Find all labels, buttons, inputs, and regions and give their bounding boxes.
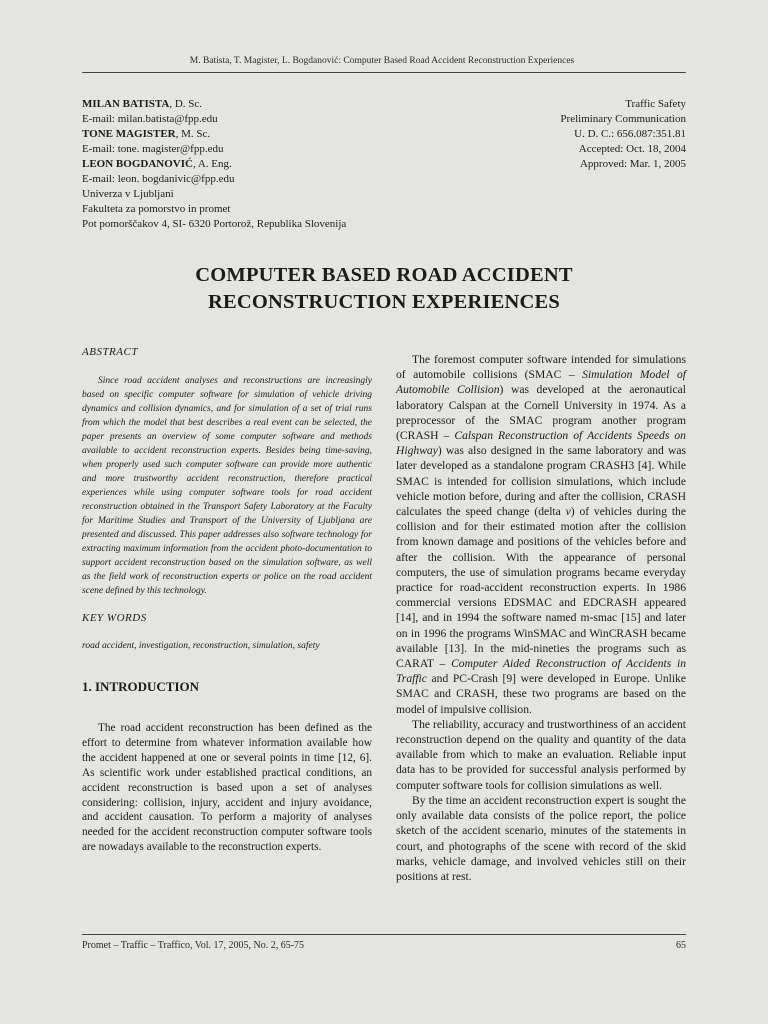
text-run-italic: Calspan Reconstruction of Accidents Speeds on Highway xyxy=(396,429,686,458)
header-rule xyxy=(82,72,686,73)
field-label: Traffic Safety xyxy=(625,98,686,110)
intro-paragraph: The road accident reconstruction has been defined as the effort to determine from whatever information available how the accident happened at one or several points in time [12, 6]. As scientific work under established practical conditions, an accident reconstruction is based upon a set of analyses considering: collision, injury, accident and injury avoidance, and accident causation. To perform a majority of analyses needed for the accident reconstruction computer software tools are nowadays available to the reconstruction experts. xyxy=(82,722,372,854)
author-block xyxy=(82,97,402,232)
author-email: E-mail: tone. magister@fpp.edu xyxy=(82,143,224,155)
author-3 xyxy=(82,157,402,172)
classification-block xyxy=(426,97,686,172)
author-email: E-mail: milan.batista@fpp.edu xyxy=(82,113,218,125)
author-1 xyxy=(82,97,402,112)
author-degree: , M. Sc. xyxy=(175,128,211,140)
text-run: ) was developed at the aeronautical laboratory Calspan at the Cornell University in 1974. As a preprocessor of the SMAC program another program (CRASH – xyxy=(396,383,687,443)
affiliation-faculty: Fakulteta za pomorstvo in promet xyxy=(82,203,231,215)
author-degree: , A. Eng. xyxy=(192,158,232,170)
author-2 xyxy=(82,127,402,142)
affiliation-university: Univerza v Ljubljani xyxy=(82,188,174,200)
footer-rule xyxy=(82,934,686,935)
accepted-date: Accepted: Oct. 18, 2004 xyxy=(578,143,686,155)
author-name: TONE MAGISTER xyxy=(82,128,176,140)
abstract-text: Since road accident analyses and reconstructions are increasingly based on specific computer software for simulation of vehicle driving dynamics and collision dynamics, and for simulation of a set of trial runs from which the model that best describes a real event can be selected, the paper presents an overview of some computer software and methods available to accident reconstruction experts. Besides being time-saving, when properly used such computer software can provide more authentic and more trustworthy accident reconstruction, therefore practical experiences while using computer software tools for road accident reconstruction obtained in the Transport Safety Laboratory at the Faculty for Maritime Studies and Transport of the University of Ljubljana are presented and discussed. This paper addresses also software technology for extracting maximum information from the accident photo-documentation to support accident reconstruction based on the simulation software, as well as the field work of reconstruction experts or police on the road accident scene defined by this technology. xyxy=(82,376,372,596)
text-run-italic: Simulation Model of Automobile Collision xyxy=(396,368,686,397)
title-line: COMPUTER BASED ROAD ACCIDENT xyxy=(195,264,573,286)
approved-date: Approved: Mar. 1, 2005 xyxy=(579,158,686,170)
section-heading: 1. INTRODUCTION xyxy=(82,679,200,694)
affiliation-address: Pot pomorščakov 4, SI- 6320 Portorož, Republika Slovenija xyxy=(82,218,347,230)
text-run: ) was also designed in the same laboratory and was later developed as a standalone program CRASH3 [4]. While SMAC is intended for collision simulations, which include vehicle motion before, during and after the collision, CRASH calculates the speed change (delta xyxy=(396,444,686,519)
body-paragraph xyxy=(396,352,686,717)
author-name: LEON BOGDANOVIĆ xyxy=(82,158,193,170)
right-column xyxy=(396,352,686,884)
author-email: E-mail: leon. bogdanivic@fpp.edu xyxy=(82,173,235,185)
text-run-italic: Computer Aided Reconstruction of Accidents in Traffic xyxy=(396,657,686,686)
title-line: RECONSTRUCTION EXPERIENCES xyxy=(207,291,561,313)
text-run: The foremost computer software intended for simulations of automobile collisions (SMAC – xyxy=(396,353,686,382)
udc-code: U. D. C.: 656.087:351.81 xyxy=(574,128,686,140)
journal-citation: Promet – Traffic – Traffico, Vol. 17, 2005, No. 2, 65-75 xyxy=(82,940,305,951)
body-paragraph: The reliability, accuracy and trustworthiness of an accident reconstruction depend on the quality and quantity of the data available from which to make an evaluation. Reliable input data has to be provided for successful analysis performed by computer software tools for collision simulations as well. xyxy=(396,717,686,792)
keywords-heading: KEY WORDS xyxy=(82,612,147,624)
author-name: MILAN BATISTA xyxy=(82,98,170,110)
author-degree: , D. Sc. xyxy=(169,98,203,110)
text-run: ) of vehicles during the collision and for their estimated motion after the collision from known damage and positions of the vehicles before and after the collision. With the appearance of personal computers, the use of simulation programs became everyday practice for road-accident reconstruction experts. In 1986 commercial versions EDSMAC and EDCRASH appeared [14], and in 1994 the software named m-smac [15] and later on in 1996 the programs WinSMAC and WinCRASH became available [13]. In the mid-nineties the programs such as CARAT – xyxy=(396,505,686,671)
page-number: 65 xyxy=(676,940,686,951)
abstract-heading: ABSTRACT xyxy=(82,346,138,358)
running-head: M. Batista, T. Magister, L. Bogdanović: Computer Based Road Accident Reconstruction Experiences xyxy=(189,56,575,66)
keywords-text: road accident, investigation, reconstruction, simulation, safety xyxy=(82,641,320,651)
left-column xyxy=(82,346,372,855)
text-run: and PC-Crash [9] were developed in Europe. Unlike SMAC and CRASH, these two programs are based on the model of impulsive collision. xyxy=(396,672,686,716)
body-paragraph: By the time an accident reconstruction expert is sought the only available data consists of the police report, the police sketch of the accident scenario, minutes of the statements in court, and photographs of the scene with record of the skid marks, vehicle damage, and involved vehicles still on their positions at rest. xyxy=(396,793,686,883)
paper-title xyxy=(82,262,686,316)
text-run-italic: v xyxy=(565,505,571,519)
article-type: Preliminary Communication xyxy=(560,113,686,125)
